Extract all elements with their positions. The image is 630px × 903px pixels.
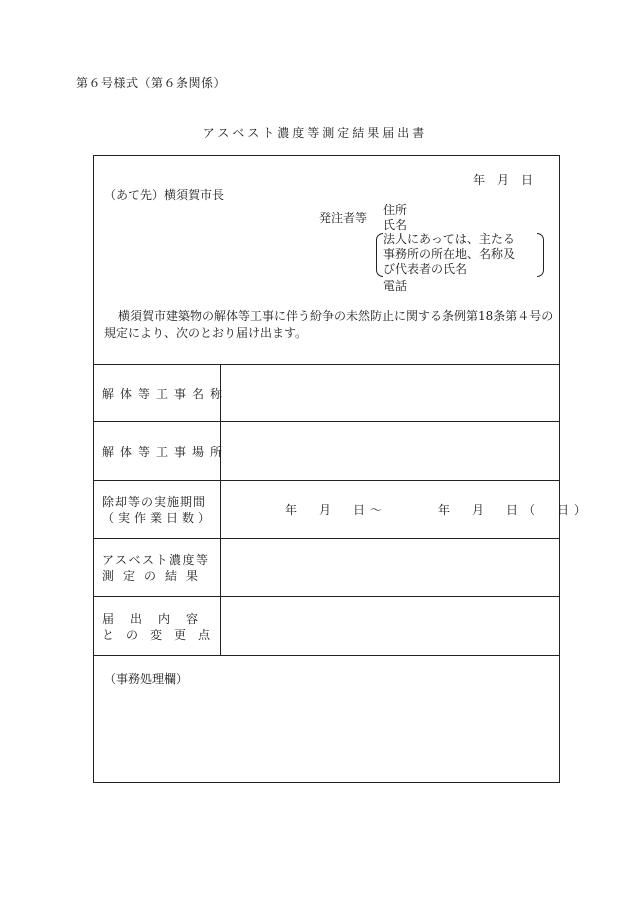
row-label: （実作業日数） [102,511,215,525]
form-number: 第６号様式（第６条関係） [76,76,227,90]
table-row [94,480,592,538]
office-use-label: （事務処理欄） [104,672,189,686]
row-label: 届 出 内 容 [102,612,201,626]
bracket-left [376,233,383,277]
table-row [94,596,559,655]
bracket-right [537,233,544,277]
table-row [94,421,559,480]
table-row [94,364,559,421]
date-line[interactable]: 年 月 日 [472,173,533,187]
office-use-section[interactable] [94,655,559,785]
corporation-note [383,232,515,277]
table-row [94,538,559,596]
row-label: 解体等工事名称 [102,387,229,401]
row-label: アスベスト濃度等 [102,553,210,567]
name-field[interactable]: 氏名 [383,218,408,232]
document-title: アスベスト濃度等測定結果届出書 [202,126,428,140]
form-frame [93,155,592,783]
row-label: 測定の結果 [102,569,208,583]
period-text: 年 月 日～ 年 月 日（ 日） [285,503,592,517]
addressee: （あて先）横須賀市長 [104,188,225,202]
changes-input[interactable] [220,597,559,655]
phone-field[interactable]: 電話 [383,279,408,293]
row-label: 除却等の実施期間 [102,495,207,509]
period-input[interactable] [220,481,592,538]
demolition-place-input[interactable] [220,422,559,480]
row-label: 解体等工事場所 [102,445,229,459]
corporation-note-line: び代表者の氏名 [383,262,468,276]
orderer-label: 発注者等 [319,211,368,225]
measurement-result-input[interactable] [220,539,559,596]
corporation-note-line: 法人にあっては、主たる [383,232,515,246]
row-label: との変更点 [102,628,223,642]
demolition-name-input[interactable] [220,365,559,421]
statement-text: 横須賀市建築物の解体等工事に伴う紛争の未然防止に関する条例第18条第４号の規定により、次のとおり届け出ます。 [104,309,554,340]
corporation-note-line: 事務所の所在地、名称及 [383,247,516,261]
address-field[interactable]: 住所 [383,203,408,217]
